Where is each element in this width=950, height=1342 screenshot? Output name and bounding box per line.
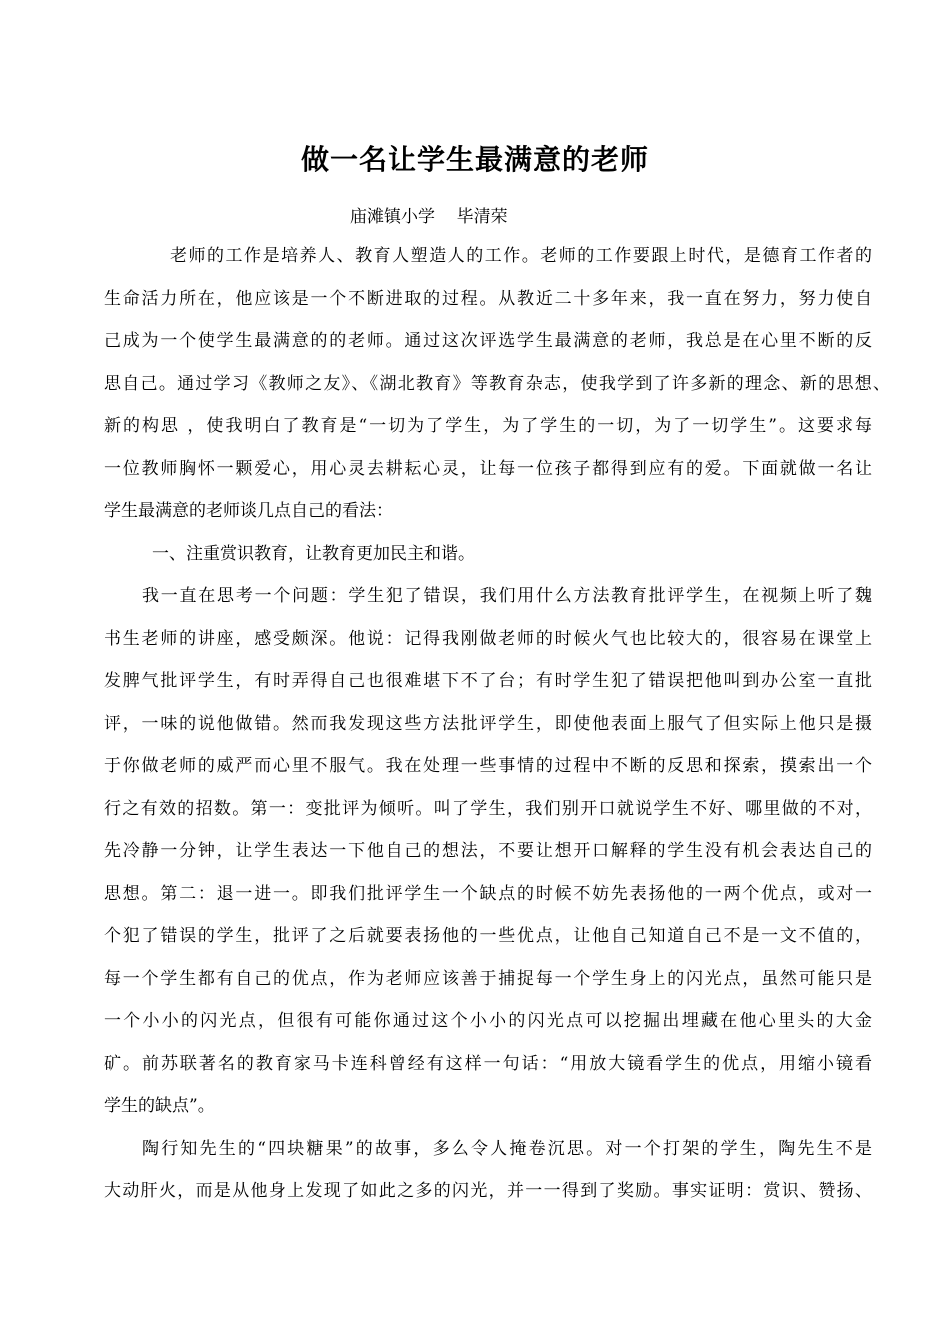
paragraph-line: 行之有效的招数。第一：变批评为倾听。叫了学生，我们别开口就说学生不好、哪里做的不对， (104, 799, 872, 819)
paragraph-line: 大动肝火，而是从他身上发现了如此之多的闪光，并一一得到了奖励。事实证明：赏识、赞扬、 (104, 1181, 872, 1201)
paragraph-line: 我一直在思考一个问题：学生犯了错误，我们用什么方法教育批评学生，在视频上听了魏 (142, 586, 872, 606)
document-title: 做一名让学生最满意的老师 (300, 143, 649, 176)
paragraph-line: 学生最满意的老师谈几点自己的看法： (104, 501, 393, 521)
paragraph-line: 老师的工作是培养人、教育人塑造人的工作。老师的工作要跟上时代，是德育工作者的 (170, 246, 872, 266)
paragraph-line: 于你做老师的威严而心里不服气。我在处理一些事情的过程中不断的反思和探索，摸索出一个 (104, 756, 872, 776)
paragraph-line: 个犯了错误的学生，批评了之后就要表扬他的一些优点，让他自己知道自己不是一文不值的， (104, 926, 872, 946)
author-byline: 庙滩镇小学 毕清荣 (350, 207, 508, 227)
paragraph-line: 一个小小的闪光点，但很有可能你通过这个小小的闪光点可以挖掘出埋藏在他心里头的大金 (104, 1011, 872, 1031)
paragraph-line: 思自己。通过学习《教师之友》、《湖北教育》等教育杂志，使我学到了许多新的理念、新的思想、 (104, 374, 890, 394)
paragraph-line: 每一个学生都有自己的优点，作为老师应该善于捕捉每一个学生身上的闪光点，虽然可能只是 (104, 969, 872, 989)
paragraph-line: 新的构思 ，使我明白了教育是“一切为了学生，为了学生的一切，为了一切学生”。这要求每 (104, 416, 872, 436)
paragraph-line: 己成为一个使学生最满意的的老师。通过这次评选学生最满意的老师，我总是在心里不断的反 (104, 331, 872, 351)
paragraph-line: 思想。第二：退一进一。即我们批评学生一个缺点的时候不妨先表扬他的一两个优点，或对一 (104, 884, 872, 904)
paragraph-line: 矿。前苏联著名的教育家马卡连科曾经有这样一句话：“用放大镜看学生的优点，用缩小镜看 (104, 1054, 872, 1074)
paragraph-line: 发脾气批评学生，有时弄得自己也很难堪下不了台；有时学生犯了错误把他叫到办公室一直批 (104, 671, 872, 691)
paragraph-line: 先冷静一分钟，让学生表达一下他自己的想法，不要让想开口解释的学生没有机会表达自己的 (104, 841, 872, 861)
paragraph-line: 评，一味的说他做错。然而我发现这些方法批评学生，即使他表面上服气了但实际上他只是摄 (104, 714, 872, 734)
paragraph-line: 书生老师的讲座，感受颇深。他说：记得我刚做老师的时候火气也比较大的，很容易在课堂上 (104, 629, 872, 649)
paragraph-line: 学生的缺点”。 (104, 1096, 215, 1116)
paragraph-line: 一位教师胸怀一颗爱心，用心灵去耕耘心灵，让每一位孩子都得到应有的爱。下面就做一名让 (104, 459, 872, 479)
paragraph-line: 陶行知先生的“四块糖果”的故事，多么令人掩卷沉思。对一个打架的学生，陶先生不是 (142, 1139, 872, 1159)
paragraph-line: 生命活力所在，他应该是一个不断进取的过程。从教近二十多年来，我一直在努力，努力使自 (104, 289, 872, 309)
section-heading: 一、注重赏识教育，让教育更加民主和谐。 (152, 544, 475, 564)
